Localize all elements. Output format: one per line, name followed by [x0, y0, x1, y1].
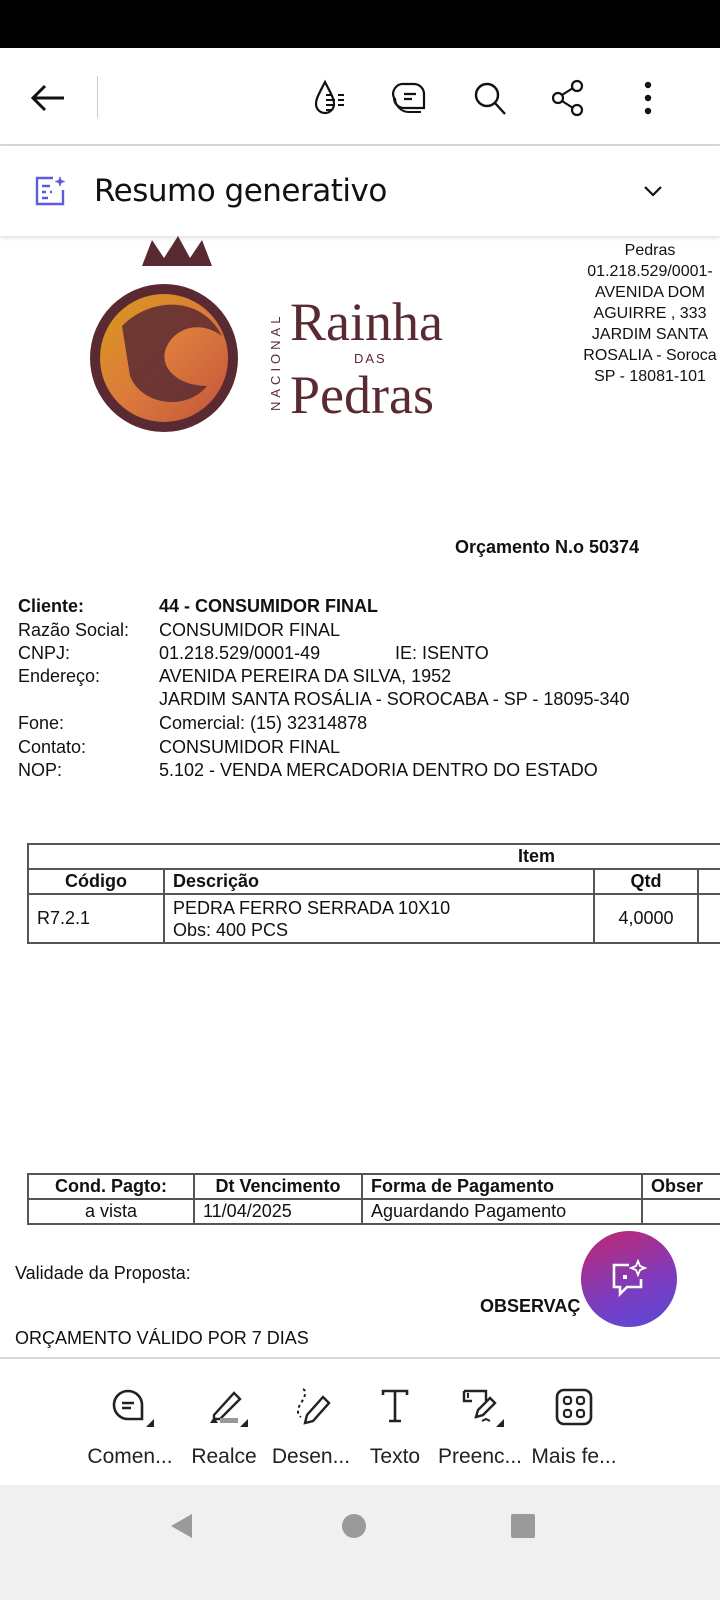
ai-assistant-button[interactable]	[581, 1231, 677, 1327]
col-header-observacao: Obser	[642, 1174, 720, 1199]
client-value: 44 - CONSUMIDOR FINAL	[159, 596, 379, 616]
tool-label: Texto	[369, 1445, 421, 1468]
tool-highlight[interactable]	[174, 1359, 274, 1487]
nop-label: NOP:	[18, 760, 63, 780]
chevron-down-icon[interactable]	[638, 176, 668, 206]
endereco-line1: AVENIDA PEREIRA DA SILVA, 1952	[159, 666, 452, 686]
tool-label: Realce	[191, 1445, 257, 1468]
fill-sign-icon	[460, 1387, 506, 1429]
col-header-qtd: Qtd	[594, 869, 698, 894]
col-header-dt-vencimento: Dt Vencimento	[194, 1174, 362, 1199]
col-header-forma-pagamento: Forma de Pagamento	[362, 1174, 642, 1199]
cell-cond-pagto: a vista	[28, 1199, 194, 1224]
tool-label: Comen...	[87, 1445, 173, 1468]
table-row	[28, 1199, 720, 1224]
highlighter-icon	[204, 1387, 250, 1429]
validade-label: Validade da Proposta:	[15, 1263, 191, 1283]
ie-value: IE: ISENTO	[395, 643, 489, 663]
contato-label: Contato:	[18, 737, 87, 757]
draw-pencil-icon	[291, 1387, 337, 1429]
pdf-document-page[interactable]	[0, 236, 720, 1357]
comment-icon	[110, 1387, 156, 1429]
tool-label: Desen...	[271, 1445, 351, 1468]
cell-qtd: 4,0000	[594, 894, 698, 943]
system-nav-bar	[0, 1485, 720, 1600]
address-line: AGUIRRE , 333	[593, 305, 707, 322]
cell-forma-pagamento: Aguardando Pagamento	[362, 1199, 642, 1224]
ai-chat-icon	[609, 1259, 649, 1299]
quote-title: Orçamento N.o 50374	[455, 537, 640, 557]
cnpj-label: CNPJ:	[18, 643, 71, 663]
status-bar	[0, 0, 720, 48]
summary-title: Resumo generativo	[94, 173, 387, 209]
ai-summary-icon	[33, 174, 67, 208]
items-table	[27, 843, 720, 944]
svg-text:Pedras: Pedras	[290, 365, 434, 425]
payment-table	[27, 1173, 720, 1225]
address-line: AVENIDA DOM	[595, 284, 705, 301]
tool-label: Preenc...	[437, 1445, 523, 1468]
address-line: JARDIM SANTA	[591, 326, 709, 343]
generative-summary-bar[interactable]	[0, 146, 720, 236]
company-logo	[82, 236, 482, 441]
read-aloud-icon[interactable]	[310, 76, 354, 120]
more-vert-icon[interactable]	[628, 76, 668, 120]
nop-value: 5.102 - VENDA MERCADORIA DENTRO DO ESTADO	[159, 760, 598, 780]
razao-label: Razão Social:	[18, 620, 130, 640]
client-label: Cliente:	[18, 596, 85, 616]
descricao-text: PEDRA FERRO SERRADA 10X10	[173, 897, 451, 918]
address-line: Pedras	[624, 242, 676, 259]
tool-label: Mais fe...	[531, 1445, 617, 1468]
contato-value: CONSUMIDOR FINAL	[159, 737, 341, 757]
nav-home-icon[interactable]	[339, 1511, 369, 1541]
cell-dt-vencimento: 11/04/2025	[194, 1199, 362, 1224]
tool-comment[interactable]	[80, 1359, 180, 1487]
address-line: SP - 18081-101	[594, 368, 706, 385]
nav-recents-icon[interactable]	[508, 1511, 538, 1541]
observacoes-heading: OBSERVAÇ	[480, 1296, 581, 1316]
tool-fill-sign[interactable]	[430, 1359, 530, 1487]
items-group-header: Item	[28, 844, 720, 869]
obs-text: Obs: 400 PCS	[173, 919, 289, 940]
cell-observacao	[642, 1199, 720, 1224]
back-arrow-icon[interactable]	[28, 78, 68, 118]
address-line: ROSALIA - Soroca	[583, 347, 717, 364]
razao-value: CONSUMIDOR FINAL	[159, 620, 341, 640]
svg-text:NACIONAL: NACIONAL	[268, 312, 283, 411]
tool-more[interactable]	[524, 1359, 624, 1487]
cell-descricao	[164, 894, 594, 943]
bottom-toolbar	[0, 1357, 720, 1485]
validade-text: ORÇAMENTO VÁLIDO POR 7 DIAS	[15, 1328, 309, 1348]
search-icon[interactable]	[468, 76, 512, 120]
svg-text:DAS: DAS	[354, 351, 387, 366]
more-tools-grid-icon	[554, 1387, 600, 1429]
nav-back-icon[interactable]	[166, 1511, 196, 1541]
col-header-descricao: Descrição	[164, 869, 594, 894]
cell-extra	[698, 894, 720, 943]
cnpj-value: 01.218.529/0001-49	[159, 643, 321, 663]
address-line: 01.218.529/0001-	[587, 263, 713, 280]
fone-value: Comercial: (15) 32314878	[159, 713, 368, 733]
company-address	[560, 240, 720, 387]
text-icon	[375, 1387, 421, 1429]
svg-text:Rainha: Rainha	[290, 292, 443, 352]
share-icon[interactable]	[546, 76, 590, 120]
divider	[97, 76, 98, 118]
cell-codigo: R7.2.1	[28, 894, 164, 943]
comments-icon[interactable]	[388, 76, 432, 120]
endereco-label: Endereço:	[18, 666, 101, 686]
top-toolbar	[0, 48, 720, 146]
table-row	[28, 894, 720, 943]
col-header-codigo: Código	[28, 869, 164, 894]
col-header-extra	[698, 869, 720, 894]
col-header-cond-pagto: Cond. Pagto:	[28, 1174, 194, 1199]
fone-label: Fone:	[18, 713, 65, 733]
endereco-line2: JARDIM SANTA ROSÁLIA - SOROCABA - SP - 18095-340	[159, 689, 630, 709]
